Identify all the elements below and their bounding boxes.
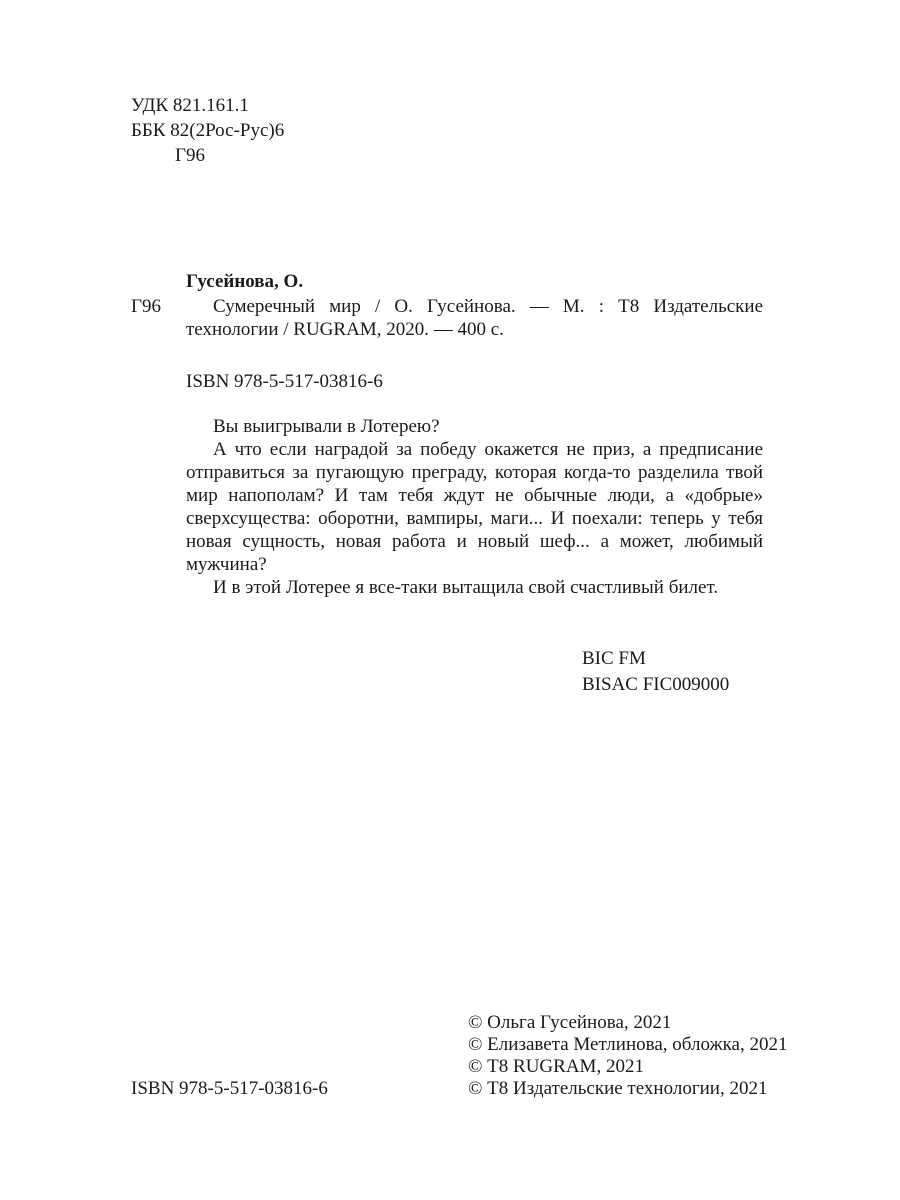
catalog-mark: Г96 <box>131 296 161 317</box>
copyright-list <box>468 1011 787 1099</box>
copyright-line: © Т8 RUGRAM, 2021 <box>468 1056 644 1077</box>
annotation <box>186 415 763 599</box>
subject-codes <box>582 647 729 699</box>
udk-code: УДК 821.161.1 <box>131 95 249 116</box>
copyright-line: © Елизавета Метлинова, обложка, 2021 <box>468 1034 788 1055</box>
annotation-paragraph-1: Вы выигрывали в Лотерею? <box>213 416 440 437</box>
bibliographic-line-2: технологии / RUGRAM, 2020. — 400 с. <box>186 319 504 340</box>
bbk-code: ББК 82(2Рос-Рус)6 <box>131 120 285 141</box>
classification-codes <box>131 94 284 169</box>
bic-code: BIC FM <box>582 648 646 669</box>
annotation-paragraph-2: А что если наградой за победу окажется не приз, а предписание отправиться за пугающую преграду, которая когда-то разделила твой мир напополам? И там тебя ждут не обычные люди, а «добрые» сверхсущества: оборотни, вампиры, маги... И поехали: теперь у тебя новая сущность, новая работа и новый шеф... а может, любимый мужчина? <box>186 439 763 575</box>
isbn-bottom: ISBN 978-5-517-03816-6 <box>131 1078 328 1099</box>
bibliographic-description <box>186 295 763 341</box>
author-mark: Г96 <box>175 145 205 166</box>
bibliographic-line-1: Сумеречный мир / О. Гусейнова. — М. : Т8 Издательские <box>213 296 763 317</box>
copyright-line: © Ольга Гусейнова, 2021 <box>468 1012 672 1033</box>
copyright-line: © Т8 Издательские технологии, 2021 <box>468 1078 768 1099</box>
annotation-paragraph-3: И в этой Лотерее я все-таки вытащила свой счастливый билет. <box>213 577 719 598</box>
bisac-code: BISAC FIC009000 <box>582 674 730 695</box>
author-heading: Гусейнова, О. <box>186 271 304 292</box>
isbn-main: ISBN 978-5-517-03816-6 <box>186 371 383 392</box>
